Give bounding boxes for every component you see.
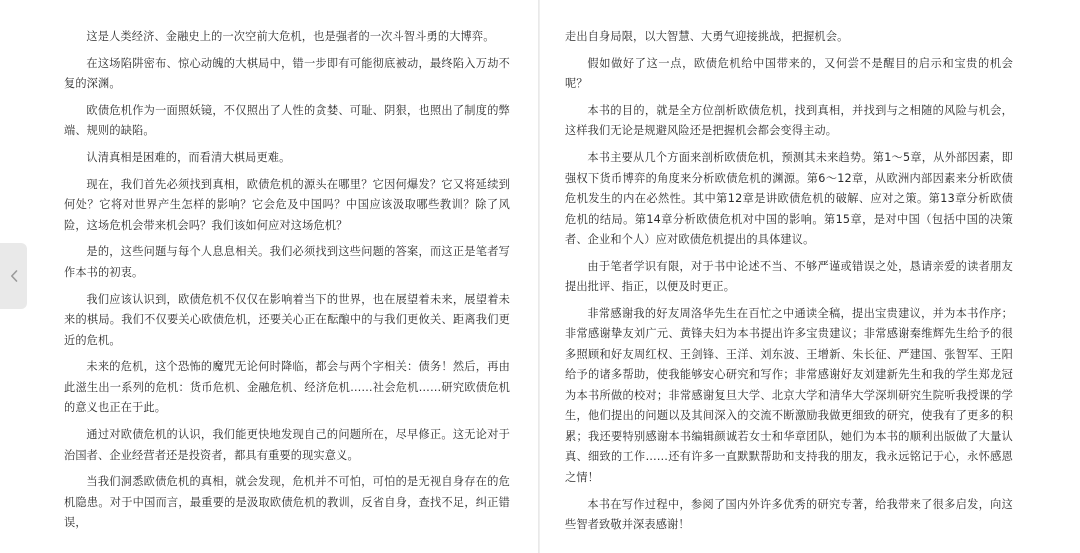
paragraph: 现在，我们首先必须找到真相，欧债危机的源头在哪里？它因何爆发？它又将延续到何处？它将对世界产生怎样的影响？它会危及中国吗？中国应该汲取哪些教训？除了风险，这场危机会带来机会吗？我们该如何应对这场危机？ [64,177,510,232]
paragraph: 我们应该认识到，欧债危机不仅仅在影响着当下的世界，也在展望着未来，展望着未来的棋局。我们不仅要关心欧债危机，还要关心正在酝酿中的与我们更攸关、距离我们更近的危机。 [64,292,510,347]
paragraph: 认清真相是困难的，而看清大棋局更难。 [86,151,291,165]
left-page [0,0,538,553]
paragraph: 欧债危机作为一面照妖镜，不仅照出了人性的贪婪、可耻、阴狠，也照出了制度的弊端、规则的缺陷。 [64,103,510,138]
paragraph: 是的，这些问题与每个人息息相关。我们必须找到这些问题的答案，而这正是笔者写作本书的初衷。 [64,245,510,279]
paragraph: 本书在写作过程中，参阅了国内外许多优秀的研究专著，给我带来了很多启发，向这些智者致敬并深表感谢！ [565,497,1013,532]
right-page [540,0,1080,553]
paragraph: 走出自身局限，以大智慧、大勇气迎接挑战，把握机会。 [565,30,849,43]
paragraph: 未来的危机，这个恐怖的魔咒无论何时降临，都会与两个字相关：债务！然后，再由此滋生出一系列的危机：货币危机、金融危机、经济危机……社会危机……研究欧债危机的意义也正在于此。 [64,360,510,415]
paragraph: 当我们洞悉欧债危机的真相，就会发现，危机并不可怕，可怕的是无视自身存在的危机隐患。对于中国而言，最重要的是汲取欧债危机的教训，反省自身，查找不足，纠正错误， [64,475,510,530]
paragraph: 在这场陷阱密布、惊心动魄的大棋局中，错一步即有可能彻底被动，最终陷入万劫不复的深渊。 [64,56,510,91]
paragraph: 本书的目的，就是全方位剖析欧债危机，找到真相，并找到与之相随的风险与机会，这样我们无论是规避风险还是把握机会都会变得主动。 [565,103,1013,138]
paragraph: 由于笔者学识有限，对于书中论述不当、不够严谨或错误之处，恳请亲爱的读者朋友提出批评、指正，以便及时更正。 [565,259,1013,294]
paragraph: 假如做好了这一点，欧债危机给中国带来的，又何尝不是醒目的启示和宝贵的机会呢？ [565,56,1013,91]
paragraph: 通过对欧债危机的认识，我们能更快地发现自己的问题所在，尽早修正。这无论对于治国者、企业经营者还是投资者，都具有重要的现实意义。 [64,428,510,462]
chevron-left-icon [10,270,18,282]
paragraph: 本书主要从几个方面来剖析欧债危机，预测其未来趋势。第1～5章，从外部因素，即强权下货币博弈的角度来分析欧债危机的渊源。第6～12章，从欧洲内部因素来分析欧债危机发生的内在必然性。其中第12章是讲欧债危机的破解、应对之策。第13章分析欧债危机的结局。第14章分析欧债危机对中国的影响。第15章，是对中国（包括中国的决策者、企业和个人）应对欧债危机提出的具体建议。 [565,151,1013,247]
left-page-text [64,27,510,540]
prev-page-button[interactable] [0,243,27,309]
paragraph: 非常感谢我的好友周洛华先生在百忙之中通读全稿，提出宝贵建议，并为本书作序；非常感谢挚友刘广元、黄锋夫妇为本书提出许多宝贵建议；非常感谢秦维辉先生给予的很多照顾和好友周红权、王剑锋、王洋、刘东波、王增新、朱长征、严建国、张智军、王阳给予的诸多帮助，使我能够安心研究和写作；非常感谢好友刘建新先生和我的学生郑龙冠为本书所做的校对；非常感谢复旦大学、北京大学和清华大学深圳研究生院听我授课的学生，他们提出的问题以及其间深入的交流不断激励我做更细致的研究，使我有了更多的积累；我还要特别感谢本书编辑颜诚若女士和华章团队，她们为本书的顺利出版做了大量认真、细致的工作……还有许多一直默默帮助和支持我的朋友，我永远铭记于心，永怀感恩之情！ [565,306,1013,484]
right-page-text [565,27,1013,542]
paragraph: 这是人类经济、金融史上的一次空前大危机，也是强者的一次斗智斗勇的大博弈。 [86,30,495,43]
